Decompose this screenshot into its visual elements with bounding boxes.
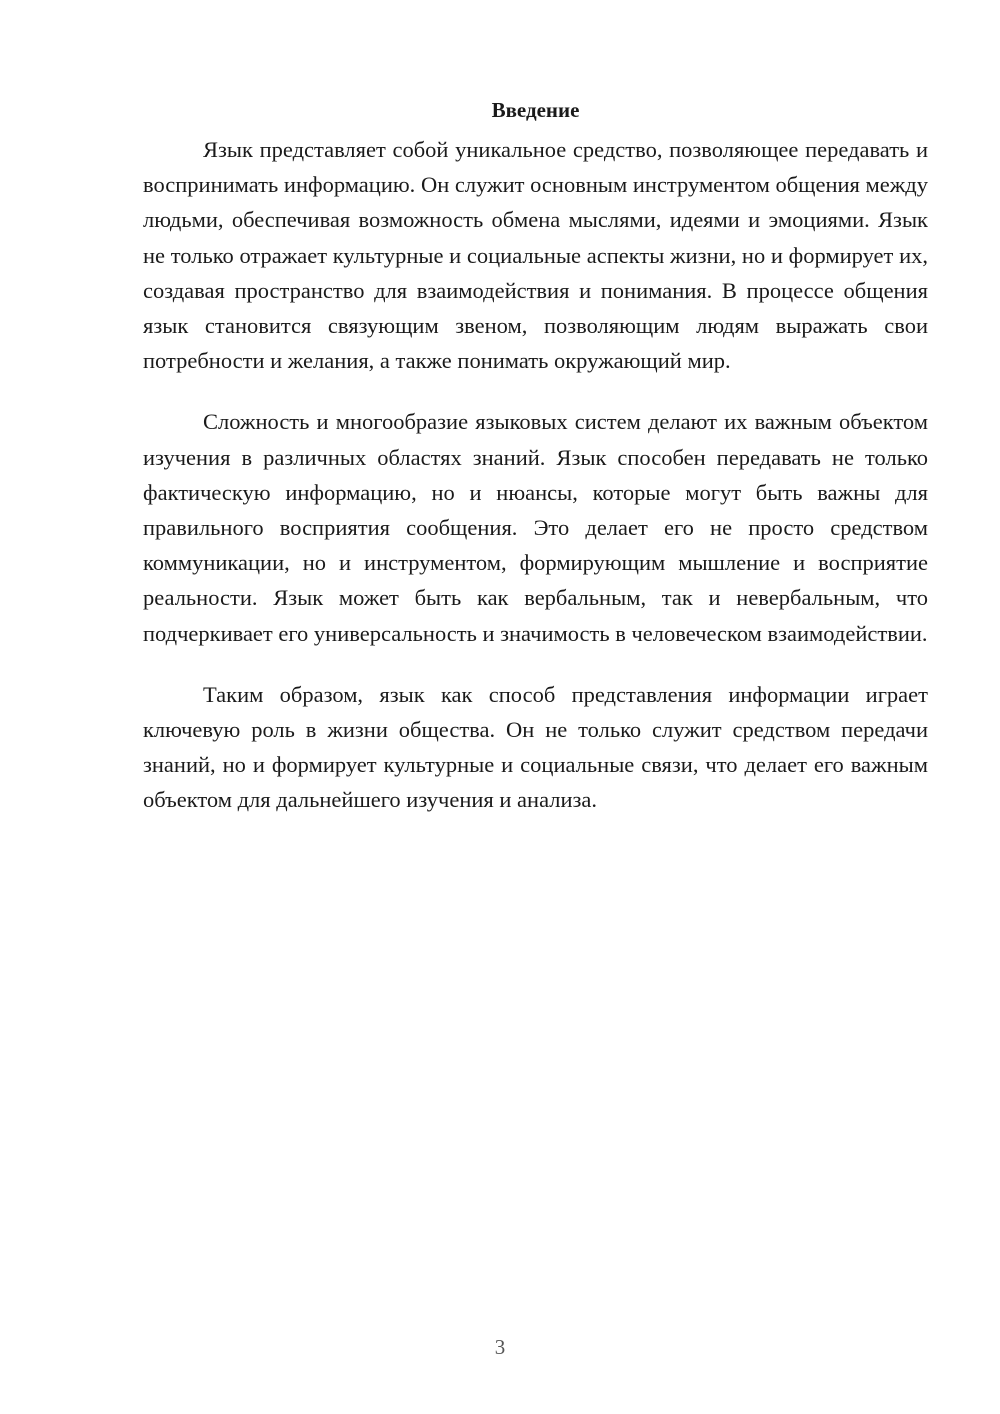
page-number: 3 <box>494 1335 506 1359</box>
section-heading: Введение <box>491 98 580 122</box>
page-content <box>143 92 928 844</box>
paragraph-2: Сложность и многообразие языковых систем делают их важным объектом изучения в различных областях знаний. Язык способен передавать не только фактическую информацию, но и нюансы, которые могут быть важны для правильного восприятия сообщения. Это делает его не просто средством коммуникации, но и инструментом, формирующим мышление и восприятие реальности. Язык может быть как вербальным, так и невербальным, что подчеркивает его универсальность и значимость в человеческом взаимодействии. <box>143 409 928 646</box>
paragraph-3: Таким образом, язык как способ представления информации играет ключевую роль в жизни общества. Он не только служит средством передачи знаний, но и формирует культурные и социальные связи, что делает его важным объектом для дальнейшего изучения и анализа. <box>143 681 928 813</box>
paragraph-1: Язык представляет собой уникальное средство, позволяющее передавать и воспринимать информацию. Он служит основным инструментом общения между людьми, обеспечивая возможность обмена мыслями, идеями и эмоциями. Язык не только отражает культурные и социальные аспекты жизни, но и формирует их, создавая пространство для взаимодействия и понимания. В процессе общения язык становится связующим звеном, позволяющим людям выражать свои потребности и желания, а также понимать окружающий мир. <box>143 137 928 374</box>
